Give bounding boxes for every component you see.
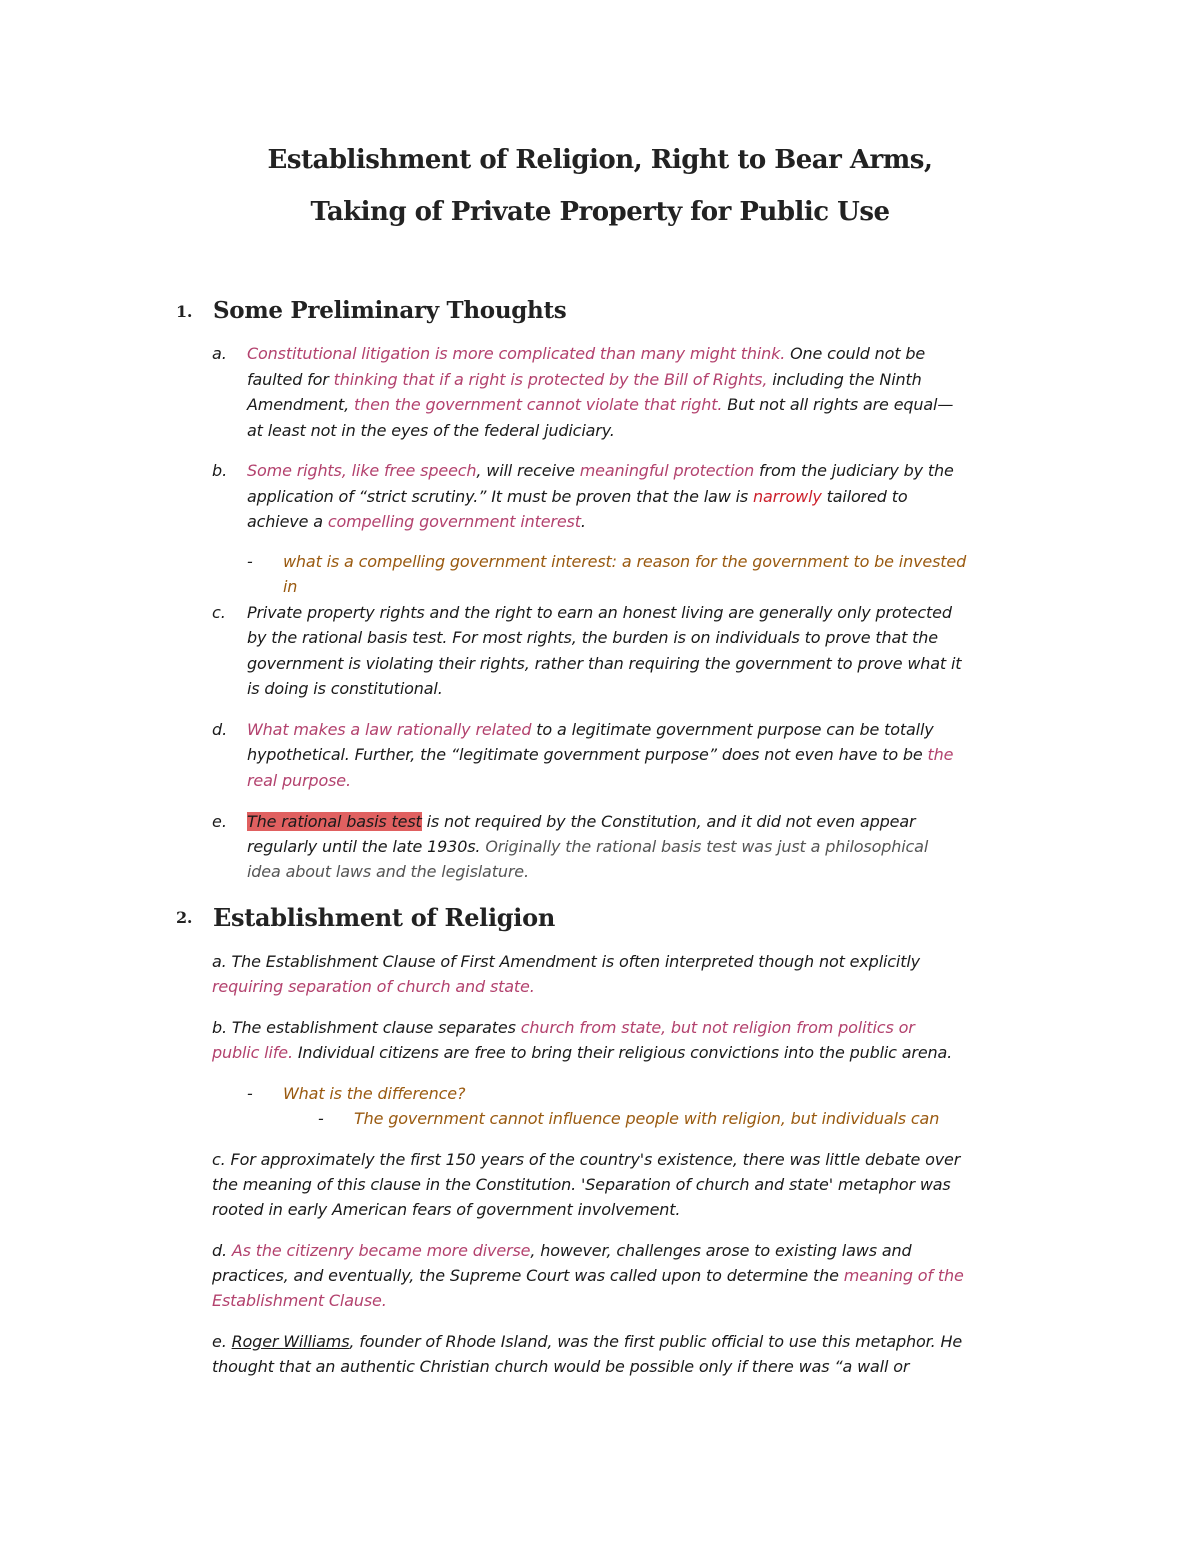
text-span: Individual citizens are free to bring their religious convictions into the public arena. [292,1043,953,1062]
s2-item-e-line-2: thought that an authentic Christian church would be possible only if there was “a wall or [212,1357,910,1376]
text-span: meaning of the [843,1266,964,1285]
s2-bullet-1: What is the difference? [283,1084,466,1103]
section-1-title: Some Preliminary Thoughts [213,297,567,324]
text-span: from the judiciary by the [754,461,954,480]
s2-item-a-line-2: requiring separation of church and state. [212,977,535,996]
item-e-line-2 [247,837,928,856]
text-span: b. The establishment clause separates [212,1018,521,1037]
text-span: regularly until the late 1930s. [247,837,486,856]
text-span: Amendment, [247,395,355,414]
text-span: practices, and eventually, the Supreme Court was called upon to determine the [212,1266,844,1285]
section-1-number: 1. [176,302,193,321]
text-span: compelling government interest [327,512,581,531]
section-2-number: 2. [176,908,193,927]
highlighted-text: The rational basis test [247,812,422,831]
text-span: church from state, but not religion from politics or [520,1018,915,1037]
item-c-line-4: is doing is constitutional. [247,679,443,698]
item-b-line-3 [247,512,586,531]
text-span: As the citizenry became more diverse [231,1241,531,1260]
item-c-line-3: government is violating their rights, rather than requiring the government to prove what it [247,654,962,673]
s2-item-d-line-2 [212,1266,964,1285]
text-span: meaningful protection [579,461,755,480]
text-span: Some rights, like free speech [247,461,477,480]
text-span: is not required by the Constitution, and it did not even appear [421,812,916,831]
text-span: public life. [212,1043,293,1062]
s2-item-c-line-3: rooted in early American fears of government involvement. [212,1200,681,1219]
text-span: then the government cannot violate that right. [354,395,723,414]
text-span: application of “strict scrutiny.” It must be proven that the law is [247,487,753,506]
text-span: But not all rights are equal— [722,395,954,414]
item-b-marker: b. [212,461,228,480]
s2-item-b-line-1 [212,1018,915,1037]
item-d-marker: d. [212,720,228,739]
item-c-line-1: Private property rights and the right to earn an honest living are generally only protected [247,603,952,622]
bullet-line-1: what is a compelling government interest: a reason for the government to be invested [283,552,967,571]
text-span: hypothetical. Further, the “legitimate government purpose” does not even have to be [247,745,928,764]
s2-item-e-line-1 [212,1332,962,1351]
item-a-line-3 [247,395,953,414]
s2-item-c-line-1: c. For approximately the first 150 years of the country's existence, there was little debate over [212,1150,961,1169]
item-b-line-2 [247,487,907,506]
item-d-line-1 [247,720,934,739]
s2-bullet-2: The government cannot influence people with religion, but individuals can [354,1109,940,1128]
document-title-line-1: Establishment of Religion, Right to Bear Arms, [267,145,933,175]
s2-item-a-line-1: a. The Establishment Clause of First Amendment is often interpreted though not explicitly [212,952,920,971]
text-span: , however, challenges arose to existing laws and [530,1241,912,1260]
item-a-line-1 [247,344,925,363]
text-span: thinking that if a right is protected by the Bill of Rights, [333,370,768,389]
bullet-dash: - [247,552,253,571]
text-span: . [580,512,586,531]
text-span: the [927,745,954,764]
s2-item-d-line-3: Establishment Clause. [212,1291,387,1310]
bullet-line-2: in [283,577,298,596]
text-span: , founder of Rhode Island, was the first public official to use this metaphor. He [349,1332,963,1351]
item-a-marker: a. [212,344,227,363]
bullet-dash: - [318,1109,324,1128]
text-span: One could not be [785,344,926,363]
text-span: Originally the rational basis test was just a philosophical [485,837,929,856]
item-b-line-1 [247,461,954,480]
s2-item-c-line-2: the meaning of this clause in the Constitution. 'Separation of church and state' metaphor was [212,1175,951,1194]
item-c-line-2: by the rational basis test. For most rights, the burden is on individuals to prove that the [247,628,938,647]
s2-item-b-line-2 [212,1043,952,1062]
text-span: Constitutional litigation is more complicated than many might think. [247,344,786,363]
item-d-line-3: real purpose. [247,771,351,790]
item-e-line-1 [247,812,915,831]
text-span: achieve a [247,512,328,531]
bullet-dash: - [247,1084,253,1103]
item-c-marker: c. [212,603,226,622]
document-title-line-2: Taking of Private Property for Public Use [310,197,890,227]
text-span: , will receive [476,461,580,480]
text-span: tailored to [821,487,908,506]
section-2-title: Establishment of Religion [213,903,555,932]
text-span: What makes a law rationally related [247,720,532,739]
item-a-line-2 [247,370,922,389]
text-span: including the Ninth [767,370,922,389]
item-a-line-4: at least not in the eyes of the federal judiciary. [247,421,615,440]
item-e-marker: e. [212,812,227,831]
text-span: to a legitimate government purpose can be totally [531,720,934,739]
s2-item-d-line-1 [212,1241,911,1260]
text-span: e. [212,1332,232,1351]
text-span: d. [212,1241,232,1260]
item-d-line-2 [247,745,953,764]
text-span: narrowly [753,487,822,506]
text-span: faulted for [247,370,334,389]
item-e-line-3: idea about laws and the legislature. [247,862,529,881]
underlined-name: Roger Williams [231,1332,350,1351]
